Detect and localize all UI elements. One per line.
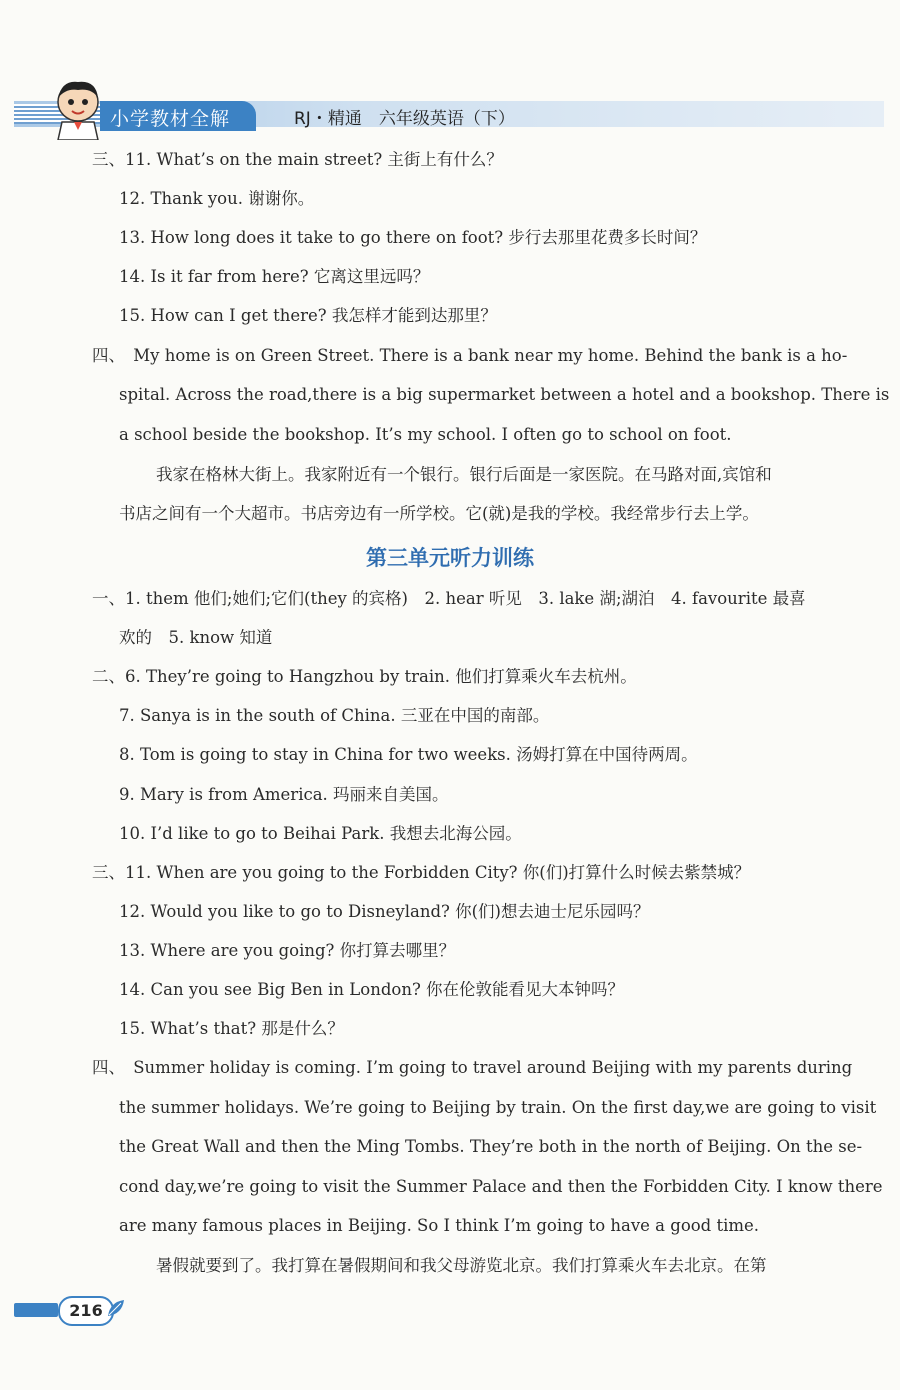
text-line: 10. I’d like to go to Beihai Park. 我想去北海公园。	[119, 824, 522, 843]
text-line: 8. Tom is going to stay in China for two weeks. 汤姆打算在中国待两周。	[119, 745, 698, 764]
text-line: 书店之间有一个大超市。书店旁边有一所学校。它(就)是我的学校。我经常步行去上学。	[119, 504, 759, 523]
text-line: 三、11. When are you going to the Forbidden City? 你(们)打算什么时候去紫禁城？	[92, 863, 751, 882]
boy-mascot-icon	[48, 76, 108, 140]
text-line: the summer holidays. We’re going to Beijing by train. On the first day,we are going to visit	[119, 1098, 877, 1117]
leaf-icon	[106, 1298, 126, 1318]
section-title: 第三单元听力训练	[366, 546, 534, 570]
text-line: 13. How long does it take to go there on foot? 步行去那里花费多长时间？	[119, 228, 707, 247]
footer-bar	[14, 1303, 58, 1317]
text-line: spital. Across the road,there is a big supermarket between a hotel and a bookshop. There is	[119, 385, 890, 404]
text-line: 欢的 5. know 知道	[119, 628, 273, 647]
text-line: 二、6. They’re going to Hangzhou by train. 他们打算乘火车去杭州。	[92, 667, 637, 686]
text-line: 7. Sanya is in the south of China. 三亚在中国的南部。	[119, 706, 550, 725]
text-line: 一、1. them 他们;她们;它们(they 的宾格) 2. hear 听见 3. lake 湖;湖泊 4. favourite 最喜	[92, 589, 806, 608]
text-line: are many famous places in Beijing. So I think I’m going to have a good time.	[119, 1216, 760, 1235]
text-line: cond day,we’re going to visit the Summer Palace and then the Forbidden City. I know there	[119, 1177, 883, 1196]
text-line: a school beside the bookshop. It’s my school. I often go to school on foot.	[119, 425, 732, 444]
page-header	[0, 0, 900, 150]
text-line: 12. Would you like to go to Disneyland? 你(们)想去迪士尼乐园吗？	[119, 902, 650, 921]
text-line: 我家在格林大街上。我家附近有一个银行。银行后面是一家医院。在马路对面,宾馆和	[156, 465, 772, 484]
text-line: 暑假就要到了。我打算在暑假期间和我父母游览北京。我们打算乘火车去北京。在第	[156, 1256, 767, 1275]
text-line: 四、 My home is on Green Street. There is a bank near my home. Behind the bank is a ho-	[92, 346, 848, 365]
text-line: 9. Mary is from America. 玛丽来自美国。	[119, 785, 449, 804]
text-line: the Great Wall and then the Ming Tombs. They’re both in the north of Beijing. On the se-	[119, 1137, 863, 1156]
text-line: 15. What’s that? 那是什么？	[119, 1019, 344, 1038]
book-title: 小学教材全解	[110, 108, 231, 130]
text-line: 14. Can you see Big Ben in London? 你在伦敦能看见大本钟吗？	[119, 980, 625, 999]
text-line: 13. Where are you going? 你打算去哪里？	[119, 941, 456, 960]
text-line: 15. How can I get there? 我怎样才能到达那里？	[119, 306, 497, 325]
text-line: 14. Is it far from here? 它离这里远吗？	[119, 267, 430, 286]
text-line: 三、11. What’s on the main street? 主街上有什么？	[92, 150, 503, 169]
edition-label: RJ・精通 六年级英语（下）	[294, 109, 515, 129]
text-line: 四、 Summer holiday is coming. I’m going to travel around Beijing with my parents during	[92, 1058, 853, 1077]
text-line: 12. Thank you. 谢谢你。	[119, 189, 315, 208]
page-number: 216	[58, 1296, 114, 1326]
